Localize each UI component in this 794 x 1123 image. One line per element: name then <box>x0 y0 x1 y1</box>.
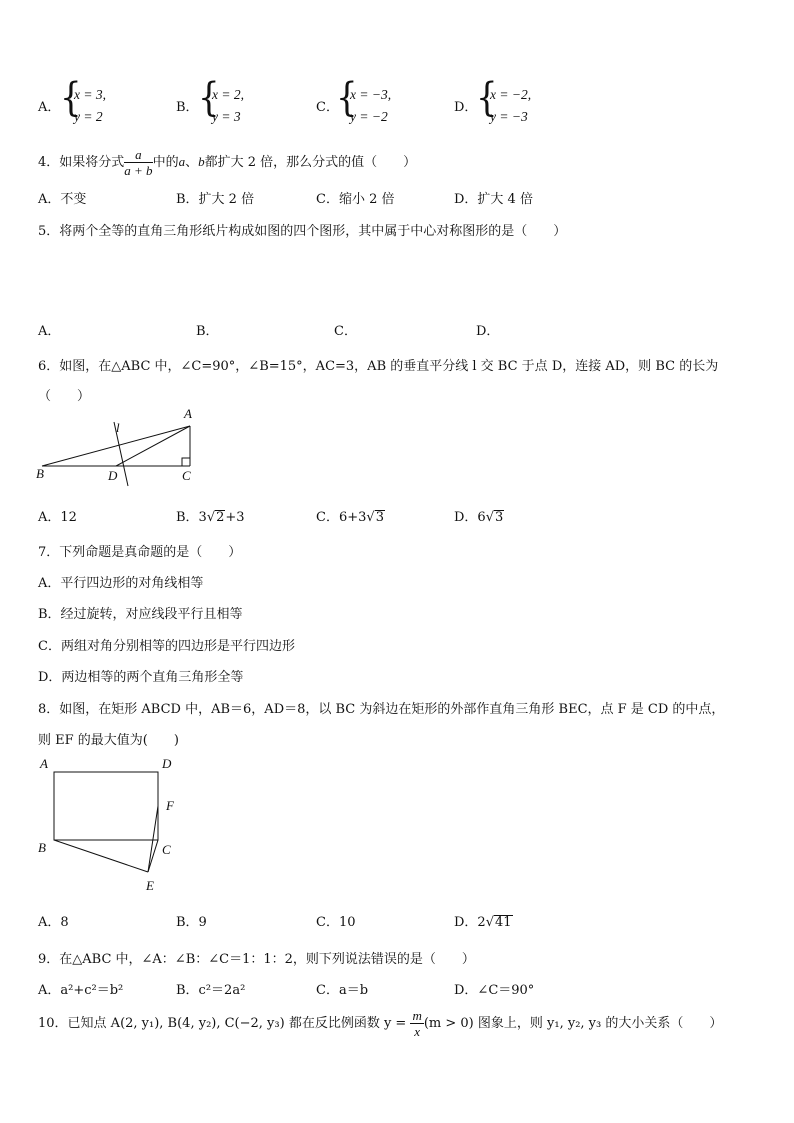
label-b: B <box>36 466 44 481</box>
q3-system-a: { x = 3, y = 2 <box>60 75 106 124</box>
q9-stem: 9．在△ABC 中，∠A：∠B：∠C＝1：1：2，则下列说法错误的是（ ） <box>38 952 475 967</box>
q6-option-a: A．12 <box>38 510 77 525</box>
fraction: $\frac{a}{a + b}$ <box>124 147 153 178</box>
q3-option-a: A． <box>38 100 61 115</box>
q3-option-b: B． <box>176 100 199 115</box>
segment-ec <box>148 840 158 872</box>
segment-ad <box>116 426 190 466</box>
q5-stem: 5．将两个全等的直角三角形纸片构成如图的四个图形，其中属于中心对称图形的是（ ） <box>38 224 567 239</box>
q9-option-d: D．∠C＝90° <box>454 983 535 998</box>
q7-option-b: B．经过旋转，对应线段平行且相等 <box>38 607 243 622</box>
left-brace-icon: { <box>476 75 498 121</box>
q7-option-a: A．平行四边形的对角线相等 <box>38 576 204 591</box>
sqrt-icon: √ <box>206 510 216 525</box>
sqrt-icon: √ <box>485 510 494 525</box>
left-brace-icon: { <box>336 75 358 121</box>
q8-stem-line1: 8．如图，在矩形 ABCD 中，AB＝6，AD＝8，以 BC 为斜边在矩形的外部作直角三角形 BEC，点 F 是 CD 的中点， <box>38 702 725 717</box>
q4-option-d: D．扩大 4 倍 <box>454 192 533 207</box>
q8-stem-line2: 则 EF 的最大值为( ) <box>38 733 179 748</box>
q7-option-d: D．两边相等的两个直角三角形全等 <box>38 670 244 685</box>
rectangle-abcd <box>54 772 158 840</box>
q6-option-b: B．3√2+3 <box>176 510 245 525</box>
q7-option-c: C．两组对角分别相等的四边形是平行四边形 <box>38 639 295 654</box>
right-angle-mark-icon <box>182 458 190 466</box>
q3-system-b: { x = 2, y = 3 <box>198 75 244 124</box>
label-a: A <box>184 406 192 421</box>
q4-stem: 4．如果将分式 $\frac{a}{a + b}$ 中的a、b都扩大 2 倍，那么分式的值（ ） <box>38 147 417 178</box>
fraction: $\frac{m}{x}$ <box>412 1008 422 1039</box>
q5-option-b: B． <box>196 324 219 339</box>
q3-option-c: C． <box>316 100 339 115</box>
label-b: B <box>38 840 46 855</box>
q3-option-d: D． <box>454 100 478 115</box>
q4-option-b: B．扩大 2 倍 <box>176 192 255 207</box>
label-l: l <box>116 420 120 435</box>
label-d: D <box>162 756 172 771</box>
q5-option-a: A． <box>38 324 61 339</box>
q10-stem: 10．已知点 A(2, y₁), B(4, y₂), C(−2, y₃) 都在反比例函数 y = $\frac{m}{x}$ (m > 0) 图象上，则 y₁, y₂, y₃ 的大小关系（ ） <box>38 1008 723 1039</box>
q7-stem: 7．下列命题是真命题的是（ ） <box>38 545 242 560</box>
q9-option-a: A．a²+c²＝b² <box>38 983 124 998</box>
sqrt-icon: √ <box>366 510 375 525</box>
q9-option-c: C．a＝b <box>316 983 369 998</box>
q4-option-c: C．缩小 2 倍 <box>316 192 395 207</box>
q4-option-a: A．不变 <box>38 192 87 207</box>
q6-stem-line2: （ ） <box>38 389 91 404</box>
label-c: C <box>182 468 191 483</box>
label-d: D <box>108 468 118 483</box>
q8-option-b: B．9 <box>176 915 207 930</box>
q6-figure <box>30 400 210 490</box>
q5-option-d: D． <box>476 324 500 339</box>
q8-figure <box>30 752 190 897</box>
q3-system-c: { x = −3, y = −2 <box>336 75 392 124</box>
q8-option-a: A．8 <box>38 915 69 930</box>
q5-option-c: C． <box>334 324 357 339</box>
label-a: A <box>40 756 48 771</box>
left-brace-icon: { <box>60 75 82 121</box>
q8-option-c: C．10 <box>316 915 356 930</box>
q9-option-b: B．c²＝2a² <box>176 983 246 998</box>
q8-option-d: D．2√41 <box>454 915 512 930</box>
label-e: E <box>146 878 154 893</box>
q3-system-d: { x = −2, y = −3 <box>476 75 532 124</box>
left-brace-icon: { <box>198 75 220 121</box>
label-f: F <box>166 798 174 813</box>
segment-ef <box>148 806 158 872</box>
label-c: C <box>162 842 171 857</box>
q6-stem-line1: 6．如图，在△ABC 中，∠C=90°，∠B=15°，AC=3，AB 的垂直平分线 l 交 BC 于点 D，连接 AD，则 BC 的长为 <box>38 359 719 374</box>
q6-option-d: D．6√3 <box>454 510 504 525</box>
q6-option-c: C．6+3√3 <box>316 510 384 525</box>
sqrt-icon: √ <box>485 915 494 930</box>
segment-be <box>54 840 148 872</box>
